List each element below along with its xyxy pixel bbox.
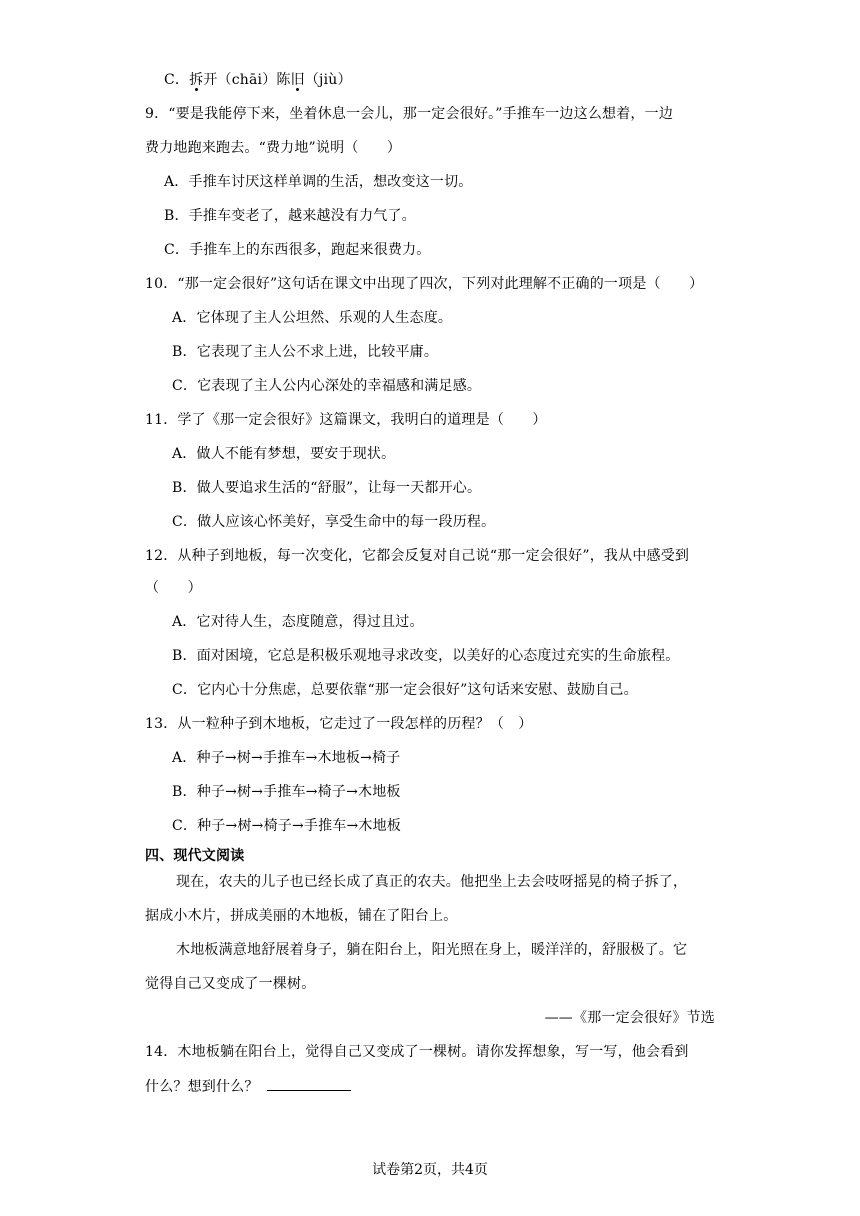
q10-option-b: B．它表现了主人公不求上进，比较平庸。 (172, 344, 439, 360)
q8-option-c-char-chai: 拆 (189, 72, 204, 88)
q11-option-a: A．做人不能有梦想，要安于现状。 (172, 446, 396, 462)
q8-option-c-end: （jiù） (304, 72, 352, 88)
page-footer: 试卷第2页，共4页 (372, 1162, 488, 1178)
passage-p2-line-1: 木地板满意地舒展着身子，躺在阳台上，阳光照在身上，暖洋洋的，舒服极了。它 (176, 942, 688, 958)
q10-option-a: A．它体现了主人公坦然、乐观的人生态度。 (172, 310, 453, 326)
q14-stem-line-2-text: 什么？想到什么？ (145, 1079, 259, 1095)
passage-p2-line-2: 觉得自己又变成了一棵树。 (145, 976, 316, 992)
q13-option-b: B．种子→树→手推车→椅子→木地板 (172, 784, 401, 800)
q13-option-a: A．种子→树→手推车→木地板→椅子 (172, 750, 401, 766)
q11-stem: 11．学了《那一定会很好》这篇课文，我明白的道理是（ ） (145, 412, 547, 428)
q9-option-a: A．手推车讨厌这样单调的生活，想改变这一切。 (164, 174, 473, 190)
q9-stem-line-2: 费力地跑来跑去。“费力地”说明（ ） (145, 140, 402, 156)
q9-option-c: C．手推车上的东西很多，跑起来很费力。 (164, 242, 431, 258)
q14-stem-line-2 (145, 1076, 351, 1097)
q12-option-a: A．它对待人生，态度随意，得过且过。 (172, 614, 424, 630)
q12-option-b: B．面对困境，它总是积极乐观地寻求改变，以美好的心态度过充实的生命旅程。 (172, 648, 680, 664)
q10-stem: 10．“那一定会很好”这句话在课文中出现了四次，下列对此理解不正确的一项是（ ） (145, 276, 704, 292)
q12-stem-line-1: 12．从种子到地板，每一次变化，它都会反复对自己说“那一定会很好”，我从中感受到 (145, 548, 690, 564)
passage-p1-line-1: 现在，农夫的儿子也已经长成了真正的农夫。他把坐上去会吱呀摇晃的椅子拆了， (176, 874, 688, 890)
section-heading: 四、现代文阅读 (145, 848, 245, 864)
q12-option-c: C．它内心十分焦虑，总要依靠“那一定会很好”这句话来安慰、鼓励自己。 (172, 682, 638, 698)
passage-p1-line-2: 据成小木片，拼成美丽的木地板，铺在了阳台上。 (145, 908, 458, 924)
q11-option-c: C．做人应该心怀美好，享受生命中的每一段历程。 (172, 514, 496, 530)
q8-option-c (164, 70, 352, 90)
q14-answer-blank[interactable] (267, 1076, 351, 1091)
passage-source: ——《那一定会很好》节选 (544, 1010, 715, 1026)
q10-option-c: C．它表现了主人公内心深处的幸福感和满足感。 (172, 378, 482, 394)
q8-option-c-middle: 开（chāi）陈 (203, 72, 291, 88)
q14-stem-line-1: 14．木地板躺在阳台上，觉得自己又变成了一棵树。请你发挥想象，写一写，他会看到 (145, 1044, 689, 1060)
q11-option-b: B．做人要追求生活的“舒服”，让每一天都开心。 (172, 480, 482, 496)
q8-option-c-prefix: C． (164, 72, 190, 88)
q12-stem-line-2: （ ） (145, 580, 202, 596)
q9-stem-line-1: 9．“要是我能停下来，坐着休息一会儿，那一定会很好。”手推车一边这么想着，一边 (145, 106, 674, 122)
q8-option-c-char-jiu: 旧 (290, 72, 305, 88)
q9-option-b: B．手推车变老了，越来越没有力气了。 (164, 208, 416, 224)
q13-stem: 13．从一粒种子到木地板，它走过了一段怎样的历程？（ ） (145, 716, 533, 732)
q13-option-c: C．种子→树→椅子→手推车→木地板 (172, 818, 402, 834)
